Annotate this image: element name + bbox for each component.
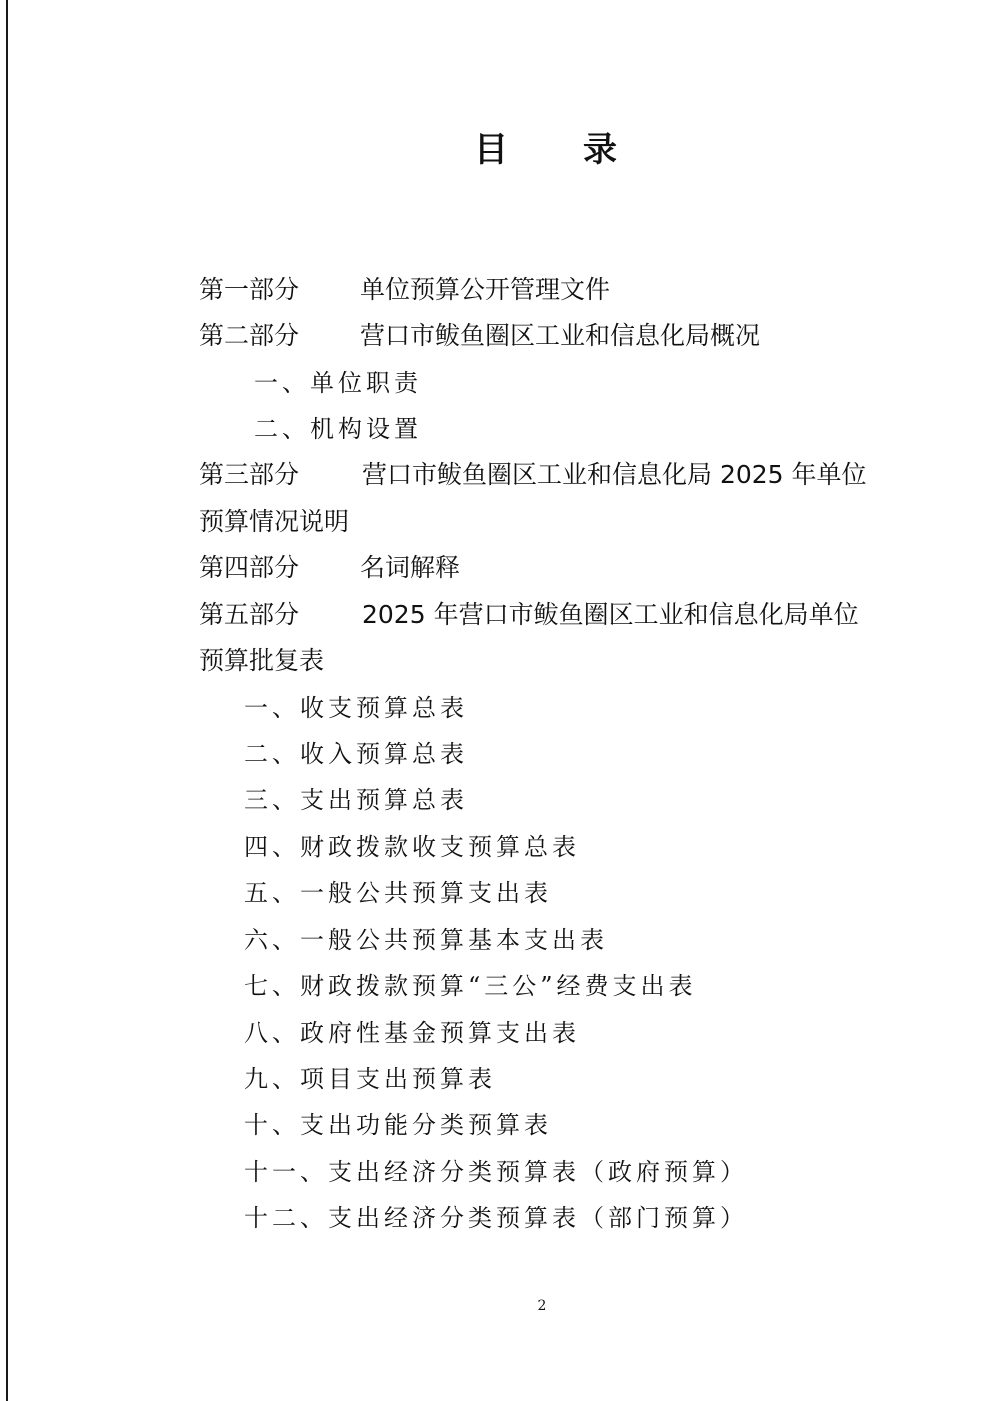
toc-subitem: 九、项目支出预算表 (244, 1065, 496, 1093)
part-title: 单位预算公开管理文件 (360, 275, 611, 304)
toc-subitem: 一、收支预算总表 (244, 694, 468, 722)
title-char-1: 目 (474, 130, 508, 170)
toc-subitem: 五、一般公共预算支出表 (244, 879, 552, 907)
toc-subitem: 二、收入预算总表 (244, 740, 468, 768)
toc-subitem: 七、财政拨款预算“三公”经费支出表 (244, 972, 697, 1000)
page-title (0, 122, 991, 178)
toc-subitem: 四、财政拨款收支预算总表 (244, 833, 580, 861)
toc-subitem: 十、支出功能分类预算表 (244, 1111, 552, 1139)
part-title-continuation: 预算情况说明 (199, 507, 350, 536)
toc-subitem: 八、政府性基金预算支出表 (244, 1019, 580, 1047)
toc-subitem: 二、机构设置 (254, 415, 422, 443)
part-label: 第一部分 (199, 275, 300, 304)
toc-subitem: 一、单位职责 (254, 369, 422, 397)
part-title: 名词解释 (360, 553, 461, 582)
part-title-continuation: 预算批复表 (199, 646, 325, 675)
toc-subitem: 三、支出预算总表 (244, 786, 468, 814)
part-title: 2025 年营口市鲅鱼圈区工业和信息化局单位 (362, 600, 859, 629)
page-number: 2 (537, 1298, 547, 1314)
part-label: 第五部分 (199, 600, 300, 629)
part-label: 第二部分 (199, 321, 300, 350)
part-title: 营口市鲅鱼圈区工业和信息化局 2025 年单位 (362, 460, 867, 489)
part-title: 营口市鲅鱼圈区工业和信息化局概况 (360, 321, 761, 350)
toc-subitem: 十二、支出经济分类预算表（部门预算） (244, 1204, 748, 1232)
page-edge-line (6, 0, 8, 1401)
title-char-2: 录 (583, 130, 617, 170)
toc-subitem: 六、一般公共预算基本支出表 (244, 926, 608, 954)
toc-subitem: 十一、支出经济分类预算表（政府预算） (244, 1158, 748, 1186)
part-label: 第三部分 (199, 460, 300, 489)
part-label: 第四部分 (199, 553, 300, 582)
